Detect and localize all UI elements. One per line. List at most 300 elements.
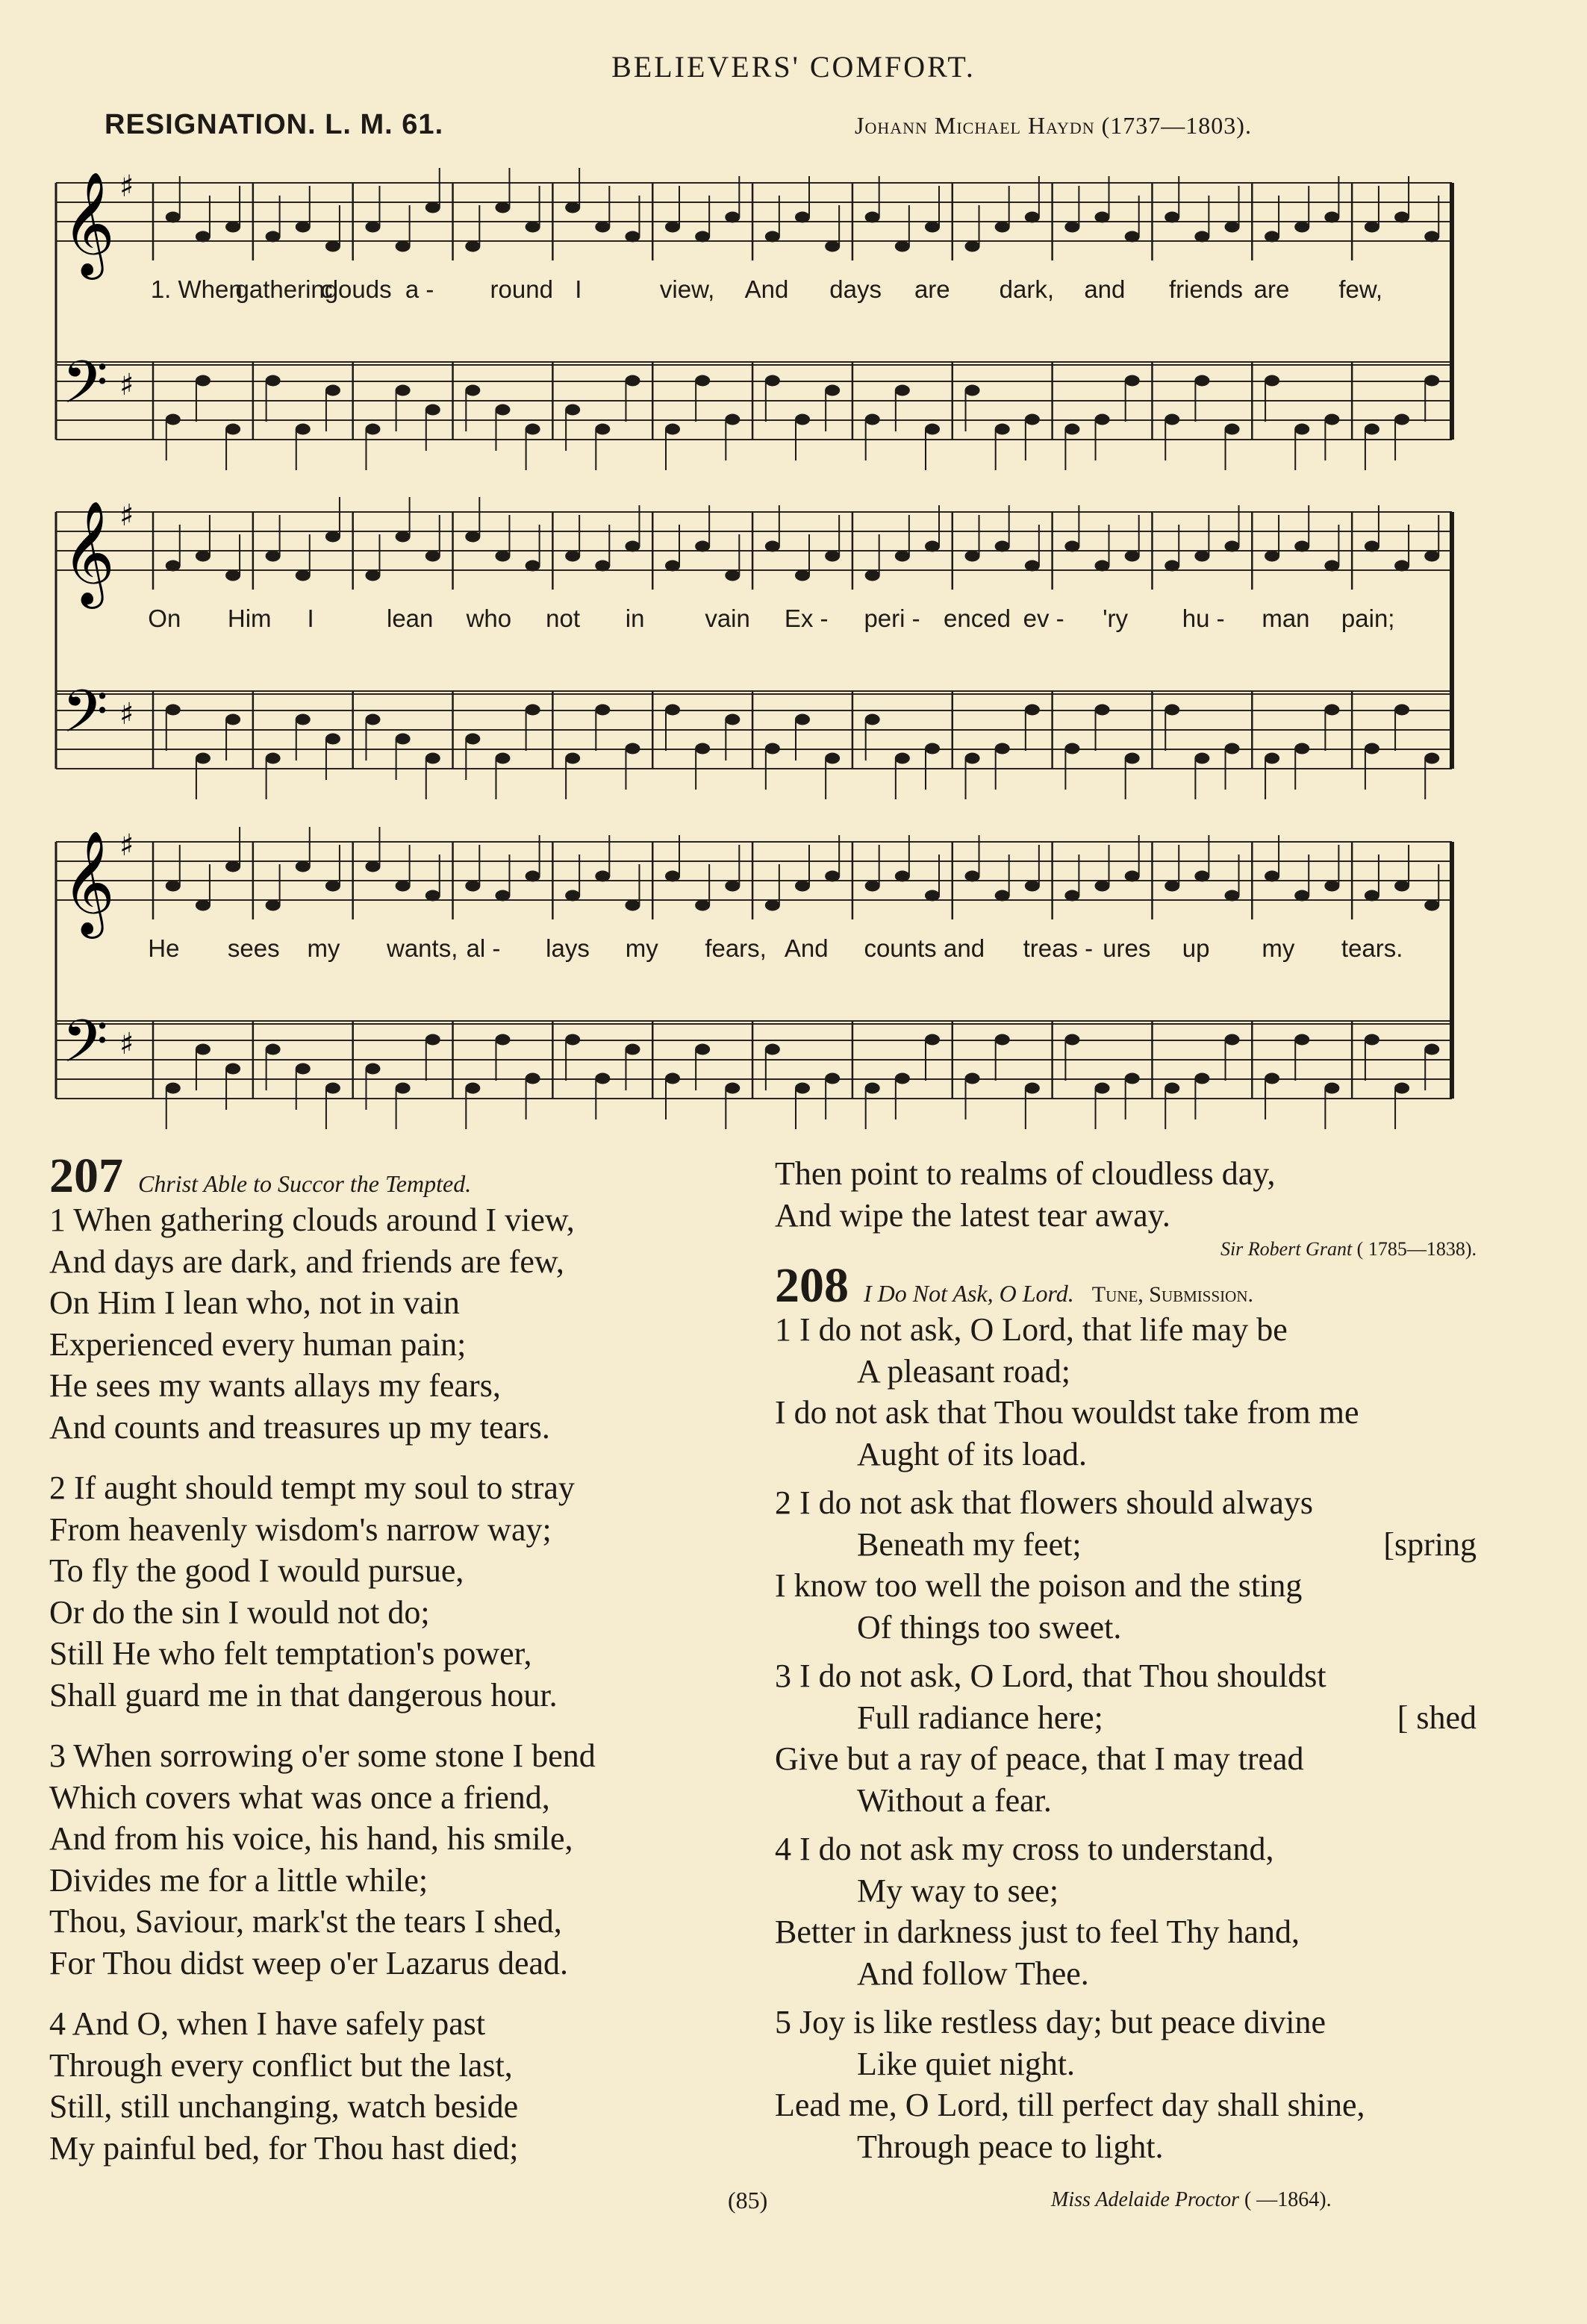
verse-line: For Thou didst weep o'er Lazarus dead. xyxy=(49,1944,569,1981)
note-head xyxy=(166,705,181,716)
author-dates: ( 1785—1838). xyxy=(1356,1238,1477,1260)
note-head xyxy=(665,1073,680,1084)
note-head xyxy=(296,222,311,233)
note-head xyxy=(665,871,680,882)
left-column xyxy=(49,1149,743,2188)
continuation-bracket: [spring xyxy=(1383,1525,1477,1563)
lyric-syllable: round xyxy=(490,275,553,303)
note-head xyxy=(1394,1083,1409,1094)
verse-line xyxy=(775,1434,1477,1475)
lyric-syllable: are xyxy=(1253,275,1290,303)
note-head xyxy=(925,1034,940,1046)
note-head xyxy=(1125,1073,1140,1084)
note-head xyxy=(1164,881,1179,892)
lyrics-line xyxy=(45,605,1474,637)
verse-line-text: Without a fear. xyxy=(857,1781,1052,1819)
note-head xyxy=(495,202,510,213)
note-head xyxy=(1365,424,1379,435)
note-head xyxy=(1394,705,1409,716)
note-head xyxy=(495,753,510,764)
verse-line-text: Lead me, O Lord, till perfect day shall shine, xyxy=(775,2087,1365,2123)
lyric-syllable: wants, xyxy=(387,934,458,962)
verse-line-text: Through peace to light. xyxy=(857,2128,1164,2165)
verse-line xyxy=(775,1351,1477,1393)
lyric-syllable: and xyxy=(1084,275,1126,303)
note-head xyxy=(266,1044,281,1055)
note-head xyxy=(425,551,440,562)
lyric-syllable: few, xyxy=(1338,275,1383,303)
verse-line xyxy=(775,1953,1477,1995)
verse-line: He sees my wants allays my fears, xyxy=(49,1367,501,1404)
sharp-icon: ♯ xyxy=(119,828,134,863)
note-head xyxy=(625,1044,640,1055)
note-head xyxy=(325,881,340,892)
verse-line: Still, still unchanging, watch beside xyxy=(49,2088,519,2125)
hymn-number: 207 xyxy=(49,1149,123,1203)
note-head xyxy=(995,424,1010,435)
note-head xyxy=(1025,705,1040,716)
verse-line xyxy=(775,1565,1477,1607)
note-head xyxy=(895,385,910,396)
lyric-syllable: man xyxy=(1262,605,1310,632)
note-head xyxy=(465,1083,480,1094)
sharp-icon: ♯ xyxy=(119,368,134,402)
note-head xyxy=(1064,890,1079,902)
note-head xyxy=(865,570,880,581)
note-head xyxy=(1365,890,1379,902)
verse-line: My painful bed, for Thou hast died; xyxy=(49,2129,519,2167)
author-name: Miss Adelaide Proctor xyxy=(1051,2188,1239,2211)
note-head xyxy=(1365,222,1379,233)
note-head xyxy=(965,1073,980,1084)
note-head xyxy=(1324,212,1339,223)
note-head xyxy=(825,551,840,562)
verse-line: Or do the sin I would not do; xyxy=(49,1593,430,1631)
note-head xyxy=(895,871,910,882)
note-head xyxy=(396,385,411,396)
verse-line xyxy=(775,2002,1477,2043)
note-head xyxy=(1125,231,1140,243)
note-head xyxy=(925,222,940,233)
sharp-icon: ♯ xyxy=(119,1027,134,1061)
note-head xyxy=(825,241,840,252)
note-head xyxy=(196,900,211,911)
note-head xyxy=(396,881,411,892)
note-head xyxy=(1125,871,1140,882)
verse-line xyxy=(775,1607,1477,1649)
verse-line xyxy=(775,1911,1477,1953)
tune-name: RESIGNATION. L. M. 61. xyxy=(105,109,444,140)
note-head xyxy=(266,753,281,764)
note-head xyxy=(1095,881,1110,892)
verse xyxy=(775,2002,1477,2167)
note-head xyxy=(725,414,740,425)
note-head xyxy=(1324,881,1339,892)
note-head xyxy=(1164,414,1179,425)
note-head xyxy=(325,1083,340,1094)
lyric-syllable: tears. xyxy=(1341,934,1403,962)
note-head xyxy=(865,881,880,892)
verse xyxy=(775,1309,1477,1475)
note-head xyxy=(565,202,580,213)
verse-line xyxy=(775,1655,1477,1697)
lyric-syllable: ures xyxy=(1103,934,1151,962)
note-head xyxy=(865,414,880,425)
lyric-syllable: lays xyxy=(546,934,590,962)
verse-line-text: Give but a ray of peace, that I may tread xyxy=(775,1740,1304,1777)
lyric-syllable: 1. When xyxy=(150,275,243,303)
verse-line: 2 If aught should tempt my soul to stray xyxy=(49,1469,575,1506)
note-head xyxy=(166,1083,181,1094)
hymn-208-heading xyxy=(775,1258,1477,1313)
verse-line: Experienced every human pain; xyxy=(49,1325,467,1363)
bass-clef-icon: 𝄢 xyxy=(62,677,108,760)
verse-line: Then point to realms of cloudless day, xyxy=(775,1155,1276,1192)
verse-line: Shall guard me in that dangerous hour. xyxy=(49,1676,558,1714)
note-head xyxy=(1365,1034,1379,1046)
note-head xyxy=(725,714,740,725)
note-head xyxy=(266,375,281,387)
hymn-title: I Do Not Ask, O Lord. xyxy=(864,1280,1074,1307)
lyric-syllable: up xyxy=(1182,934,1210,962)
sharp-icon: ♯ xyxy=(119,169,134,204)
verse-line: 3 When sorrowing o'er some stone I bend xyxy=(49,1737,596,1774)
lyric-syllable: are xyxy=(914,275,950,303)
note-head xyxy=(725,212,740,223)
note-head xyxy=(196,551,211,562)
note-head xyxy=(825,1073,840,1084)
note-head xyxy=(495,551,510,562)
note-head xyxy=(166,560,181,572)
lyric-syllable: view, xyxy=(659,275,715,303)
note-head xyxy=(1095,1083,1110,1094)
note-head xyxy=(725,881,740,892)
note-head xyxy=(1324,705,1339,716)
note-head xyxy=(1064,424,1079,435)
note-head xyxy=(895,1073,910,1084)
note-head xyxy=(1265,1073,1279,1084)
lyric-syllable: gathering xyxy=(235,275,339,303)
lyric-syllable: enced xyxy=(944,605,1011,632)
note-head xyxy=(795,212,810,223)
note-head xyxy=(1164,705,1179,716)
note-head xyxy=(965,241,980,252)
verse-line xyxy=(775,1738,1477,1780)
note-head xyxy=(1125,753,1140,764)
verse-line-text: Full radiance here; xyxy=(857,1699,1103,1736)
note-head xyxy=(526,871,540,882)
note-head xyxy=(1194,551,1209,562)
note-head xyxy=(625,541,640,552)
verse-line: And wipe the latest tear away. xyxy=(775,1196,1170,1234)
lyric-syllable: in xyxy=(625,605,645,632)
note-head xyxy=(266,900,281,911)
lyric-syllable: counts xyxy=(864,934,937,962)
verse-line: On Him I lean who, not in vain xyxy=(49,1284,460,1321)
note-head xyxy=(166,212,181,223)
note-head xyxy=(465,241,480,252)
note-head xyxy=(465,531,480,543)
verse xyxy=(49,2003,743,2169)
note-head xyxy=(196,375,211,387)
note-head xyxy=(1265,551,1279,562)
note-head xyxy=(196,231,211,243)
bass-clef-icon: 𝄢 xyxy=(62,1007,108,1090)
verse-line-text: Beneath my feet; xyxy=(857,1525,1082,1563)
note-head xyxy=(625,375,640,387)
note-head xyxy=(695,743,710,755)
hymn-208-verses xyxy=(775,1309,1477,2167)
hymn-number: 208 xyxy=(775,1258,849,1313)
author-name: Sir Robert Grant xyxy=(1220,1238,1353,1260)
note-head xyxy=(296,861,311,872)
note-head xyxy=(526,1073,540,1084)
note-head xyxy=(296,1063,311,1075)
note-head xyxy=(795,881,810,892)
verse-line: 1 When gathering clouds around I view, xyxy=(49,1202,575,1238)
note-head xyxy=(495,890,510,902)
sharp-icon: ♯ xyxy=(119,697,134,731)
note-head xyxy=(1265,871,1279,882)
lyric-syllable: dark, xyxy=(999,275,1054,303)
note-head xyxy=(1424,1044,1439,1055)
note-head xyxy=(365,222,380,233)
hymn-207-heading xyxy=(49,1149,743,1203)
lyric-syllable: And xyxy=(784,934,829,962)
note-head xyxy=(296,570,311,581)
note-head xyxy=(695,231,710,243)
note-head xyxy=(465,734,480,745)
note-head xyxy=(365,861,380,872)
note-head xyxy=(325,385,340,396)
note-head xyxy=(965,551,980,562)
treble-clef-icon: 𝄞 xyxy=(62,831,115,934)
lyric-syllable: days xyxy=(829,275,882,303)
note-head xyxy=(325,241,340,252)
note-head xyxy=(925,424,940,435)
note-head xyxy=(765,1044,780,1055)
note-head xyxy=(565,753,580,764)
treble-clef-icon: 𝄞 xyxy=(62,501,115,605)
note-head xyxy=(925,890,940,902)
verse xyxy=(49,1467,743,1716)
note-head xyxy=(595,424,610,435)
note-head xyxy=(665,705,680,716)
note-head xyxy=(225,222,240,233)
note-head xyxy=(196,1044,211,1055)
note-head xyxy=(365,714,380,725)
hymn-title: Christ Able to Succor the Tempted. xyxy=(138,1170,472,1197)
lyric-syllable: On xyxy=(148,605,181,632)
lyric-syllable: a - xyxy=(405,275,434,303)
note-head xyxy=(1064,541,1079,552)
verse-line-text: I know too well the poison and the sting xyxy=(775,1567,1303,1604)
note-head xyxy=(765,743,780,755)
note-head xyxy=(1394,212,1409,223)
note-head xyxy=(425,1034,440,1046)
note-head xyxy=(1225,743,1240,755)
note-head xyxy=(865,714,880,725)
page-number: (85) xyxy=(728,2187,768,2214)
note-head xyxy=(1225,1034,1240,1046)
lyric-syllable: He xyxy=(148,934,180,962)
verse-line-text: 3 I do not ask, O Lord, that Thou shouldst xyxy=(775,1658,1326,1694)
verse-line: Still He who felt temptation's power, xyxy=(49,1635,532,1672)
note-head xyxy=(365,1063,380,1075)
note-head xyxy=(865,1083,880,1094)
note-head xyxy=(925,743,940,755)
lyrics-line xyxy=(45,934,1474,967)
note-head xyxy=(396,734,411,745)
verse xyxy=(49,1735,743,1984)
verse-line xyxy=(775,2084,1477,2126)
note-head xyxy=(1095,212,1110,223)
note-head xyxy=(1265,753,1279,764)
verse xyxy=(775,1655,1477,1821)
music-system-2 xyxy=(45,497,1474,825)
bass-clef-icon: 𝄢 xyxy=(62,348,108,431)
verse-line-text: And follow Thee. xyxy=(857,1955,1089,1992)
verse-line xyxy=(775,1828,1477,1870)
verse-line: From heavenly wisdom's narrow way; xyxy=(49,1511,552,1548)
note-head xyxy=(965,871,980,882)
note-head xyxy=(1424,753,1439,764)
hymn-207-verses xyxy=(49,1199,743,2169)
note-head xyxy=(1394,881,1409,892)
right-column xyxy=(775,1153,1477,2175)
note-head xyxy=(1025,560,1040,572)
note-head xyxy=(995,541,1010,552)
note-head xyxy=(495,1034,510,1046)
note-head xyxy=(595,560,610,572)
verse-line xyxy=(775,1524,1477,1566)
note-head xyxy=(196,753,211,764)
note-head xyxy=(765,900,780,911)
note-head xyxy=(565,551,580,562)
composer-credit: Johann Michael Haydn (1737—1803). xyxy=(855,112,1252,139)
note-head xyxy=(225,1063,240,1075)
note-head xyxy=(225,861,240,872)
note-head xyxy=(1424,551,1439,562)
note-head xyxy=(925,541,940,552)
note-head xyxy=(1064,743,1079,755)
verse-line-text: A pleasant road; xyxy=(857,1352,1070,1390)
verse-line: And counts and treasures up my tears. xyxy=(49,1408,550,1446)
note-head xyxy=(1394,560,1409,572)
note-head xyxy=(595,1073,610,1084)
note-head xyxy=(765,375,780,387)
note-head xyxy=(825,385,840,396)
note-head xyxy=(825,871,840,882)
lyric-syllable: my xyxy=(307,934,340,962)
verse-line xyxy=(775,1780,1477,1822)
lyric-syllable: my xyxy=(625,934,658,962)
note-head xyxy=(1294,541,1309,552)
note-head xyxy=(1194,1073,1209,1084)
music-system-1 xyxy=(45,168,1474,496)
note-head xyxy=(396,531,411,543)
note-head xyxy=(1025,414,1040,425)
note-head xyxy=(1194,871,1209,882)
note-head xyxy=(765,231,780,243)
note-head xyxy=(695,541,710,552)
note-head xyxy=(1294,1034,1309,1046)
note-head xyxy=(465,881,480,892)
note-head xyxy=(1424,375,1439,387)
lyric-syllable: ev - xyxy=(1023,605,1064,632)
staff-svg xyxy=(45,827,1474,1155)
note-head xyxy=(365,570,380,581)
note-head xyxy=(396,241,411,252)
note-head xyxy=(695,375,710,387)
note-head xyxy=(225,714,240,725)
note-head xyxy=(795,570,810,581)
note-head xyxy=(895,241,910,252)
note-head xyxy=(1365,541,1379,552)
music-system-3 xyxy=(45,827,1474,1155)
note-head xyxy=(565,404,580,416)
note-head xyxy=(725,570,740,581)
verse-line: And from his voice, his hand, his smile, xyxy=(49,1820,573,1857)
note-head xyxy=(965,385,980,396)
lyric-syllable: friends xyxy=(1169,275,1244,303)
verse-line-text: My way to see; xyxy=(857,1872,1059,1909)
verse-line-text: Like quiet night. xyxy=(857,2045,1076,2082)
note-head xyxy=(595,705,610,716)
note-head xyxy=(1194,375,1209,387)
verse-line-text: 2 I do not ask that flowers should always xyxy=(775,1484,1313,1521)
note-head xyxy=(995,1034,1010,1046)
lyric-syllable: sees xyxy=(227,934,280,962)
note-head xyxy=(296,424,311,435)
note-head xyxy=(1225,222,1240,233)
hymn-tune-name: Tune, Submission. xyxy=(1091,1282,1253,1307)
note-head xyxy=(795,414,810,425)
lyric-syllable: lean xyxy=(387,605,434,632)
verse-line: Thou, Saviour, mark'st the tears I shed, xyxy=(49,1903,562,1940)
verse-line-text: 1 I do not ask, O Lord, that life may be xyxy=(775,1311,1288,1348)
verse-line xyxy=(775,1309,1477,1351)
lyric-syllable: and xyxy=(944,934,985,962)
note-head xyxy=(266,551,281,562)
note-head xyxy=(665,424,680,435)
note-head xyxy=(595,871,610,882)
note-head xyxy=(695,900,710,911)
note-head xyxy=(895,753,910,764)
treble-clef-icon: 𝄞 xyxy=(62,172,115,275)
note-head xyxy=(1324,560,1339,572)
note-head xyxy=(1394,414,1409,425)
note-head xyxy=(1025,881,1040,892)
note-head xyxy=(725,1083,740,1094)
note-head xyxy=(1294,424,1309,435)
verse-line-text: Better in darkness just to feel Thy hand, xyxy=(775,1914,1300,1950)
lyric-syllable: fears, xyxy=(705,934,767,962)
note-head xyxy=(1225,890,1240,902)
verse-line-text: 5 Joy is like restless day; but peace divine xyxy=(775,2004,1326,2040)
lyric-syllable: 'ry xyxy=(1103,605,1128,632)
note-head xyxy=(1194,753,1209,764)
note-head xyxy=(765,541,780,552)
note-head xyxy=(425,202,440,213)
note-head xyxy=(1324,1083,1339,1094)
note-head xyxy=(1064,1034,1079,1046)
note-head xyxy=(665,560,680,572)
verse-line-text: 4 I do not ask my cross to understand, xyxy=(775,1831,1274,1867)
verse-line xyxy=(775,1482,1477,1524)
hymn-207-continuation xyxy=(775,1153,1477,1236)
note-head xyxy=(565,1034,580,1046)
